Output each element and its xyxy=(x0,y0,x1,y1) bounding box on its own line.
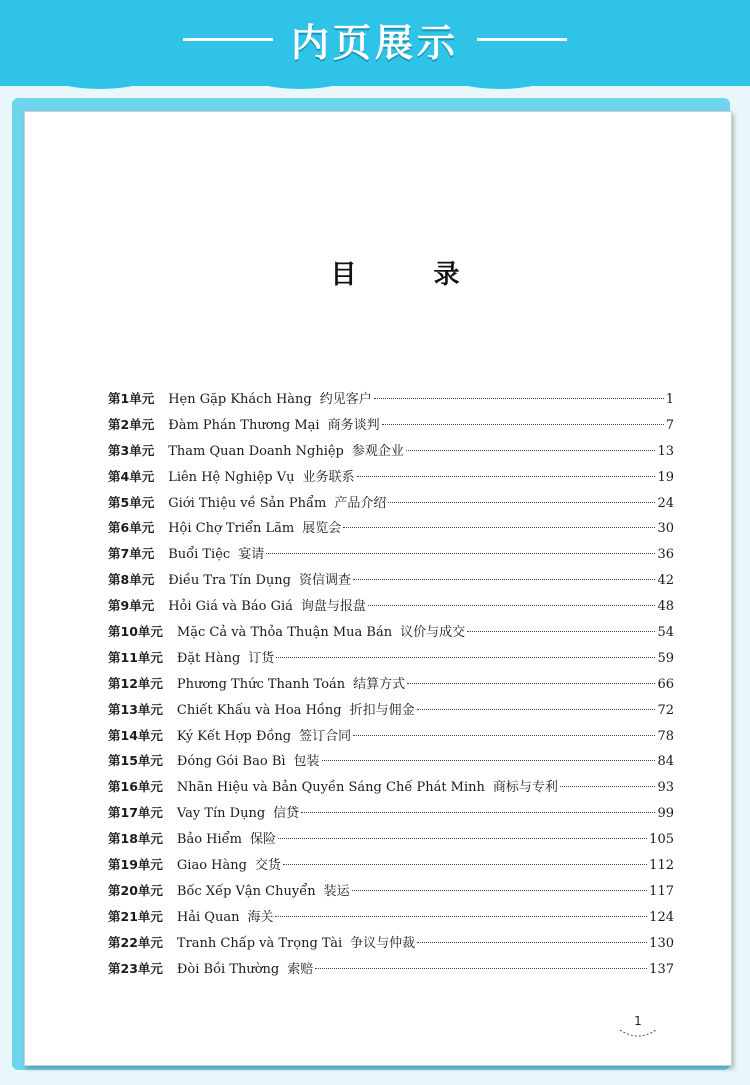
toc-chinese-title: 商标与专利 xyxy=(492,780,558,796)
banner-wave-decoration xyxy=(0,70,750,100)
toc-entry xyxy=(108,776,674,802)
document-page xyxy=(24,111,732,1066)
toc-chinese-title: 折扣与佣金 xyxy=(349,702,415,718)
toc-entry xyxy=(108,517,674,543)
toc-dot-leader xyxy=(275,916,647,917)
banner-right-rule xyxy=(477,38,567,41)
banner-left-rule xyxy=(183,38,273,41)
toc-dot-leader xyxy=(560,786,656,787)
toc-page-number: 7 xyxy=(665,417,674,433)
toc-page-number: 117 xyxy=(649,883,674,899)
toc-unit-label: 第10单元 xyxy=(108,624,163,640)
toc-dot-leader xyxy=(278,838,647,839)
toc-chinese-title: 参观企业 xyxy=(351,443,404,459)
toc-page-number: 78 xyxy=(657,728,674,744)
toc-entry xyxy=(108,699,674,725)
toc-chinese-title: 装运 xyxy=(323,883,350,899)
toc-chinese-title: 资信调查 xyxy=(298,573,351,589)
toc-unit-label: 第20单元 xyxy=(108,882,163,898)
toc-unit-label: 第7单元 xyxy=(108,546,155,562)
toc-unit-label: 第6单元 xyxy=(108,520,155,536)
toc-chinese-title: 保险 xyxy=(250,832,277,848)
toc-chinese-title: 展览会 xyxy=(302,521,342,537)
toc-chinese-title: 信贷 xyxy=(273,806,300,822)
toc-page-number: 105 xyxy=(649,832,674,848)
toc-unit-label: 第14单元 xyxy=(108,727,163,743)
toc-vietnamese-title: Đóng Gói Bao Bì xyxy=(176,754,286,770)
toc-vietnamese-title: Phương Thức Thanh Toán xyxy=(176,676,346,692)
toc-vietnamese-title: Liên Hệ Nghiệp Vụ xyxy=(168,469,295,485)
toc-unit-label: 第18单元 xyxy=(108,831,163,847)
toc-entry xyxy=(108,802,674,828)
toc-chinese-title: 业务联系 xyxy=(302,469,355,485)
toc-page-number: 30 xyxy=(657,521,674,537)
toc-chinese-title: 宴请 xyxy=(238,547,265,563)
toc-unit-label: 第1单元 xyxy=(108,391,155,406)
toc-chinese-title: 签订合同 xyxy=(299,728,352,744)
toc-vietnamese-title: Bảo Hiểm xyxy=(176,832,242,848)
toc-dot-leader xyxy=(374,398,664,399)
toc-dot-leader xyxy=(417,942,647,943)
table-of-contents xyxy=(108,388,674,983)
toc-page-number: 42 xyxy=(657,573,674,589)
toc-entry xyxy=(108,828,674,854)
toc-entry xyxy=(108,466,674,492)
toc-dot-leader xyxy=(467,631,655,632)
toc-page-number: 72 xyxy=(657,702,674,718)
toc-dot-leader xyxy=(406,450,656,451)
toc-page-number: 66 xyxy=(657,676,674,692)
toc-entry xyxy=(108,880,674,906)
toc-page-number: 36 xyxy=(657,547,674,563)
toc-vietnamese-title: Nhãn Hiệu và Bản Quyền Sáng Chế Phát Minh xyxy=(176,780,485,796)
toc-page-number: 54 xyxy=(657,625,674,641)
toc-dot-leader xyxy=(353,735,655,736)
toc-entry xyxy=(108,647,674,673)
toc-vietnamese-title: Tranh Chấp và Trọng Tài xyxy=(176,935,343,951)
toc-unit-label: 第13单元 xyxy=(108,701,163,717)
toc-chinese-title: 议价与成交 xyxy=(400,625,466,641)
toc-dot-leader xyxy=(322,760,656,761)
toc-entry xyxy=(108,932,674,958)
toc-unit-label: 第15单元 xyxy=(108,753,163,769)
toc-unit-label: 第12单元 xyxy=(108,675,163,691)
toc-page-number: 13 xyxy=(657,443,674,459)
toc-dot-leader xyxy=(368,605,656,606)
toc-entry xyxy=(108,750,674,776)
toc-page-number: 48 xyxy=(657,599,674,615)
toc-entry xyxy=(108,492,674,518)
toc-page-number: 93 xyxy=(657,780,674,796)
toc-entry xyxy=(108,906,674,932)
toc-unit-label: 第3单元 xyxy=(108,442,155,458)
toc-unit-label: 第23单元 xyxy=(108,960,163,976)
toc-chinese-title: 订货 xyxy=(248,650,275,666)
toc-unit-label: 第17单元 xyxy=(108,805,163,821)
toc-dot-leader xyxy=(417,709,656,710)
toc-dot-leader xyxy=(315,968,647,969)
toc-vietnamese-title: Chiết Khấu và Hoa Hồng xyxy=(176,702,342,718)
toc-entry xyxy=(108,414,674,440)
toc-dot-leader xyxy=(283,864,647,865)
toc-entry xyxy=(108,854,674,880)
toc-vietnamese-title: Hẹn Gặp Khách Hàng xyxy=(168,392,312,407)
toc-dot-leader xyxy=(343,527,655,528)
toc-vietnamese-title: Mặc Cả và Thỏa Thuận Mua Bán xyxy=(176,625,393,641)
toc-unit-label: 第4单元 xyxy=(108,468,155,484)
toc-entry xyxy=(108,725,674,751)
toc-unit-label: 第5单元 xyxy=(108,494,155,510)
toc-vietnamese-title: Hỏi Giá và Báo Giá xyxy=(168,599,293,615)
toc-vietnamese-title: Giới Thiệu về Sản Phẩm xyxy=(168,495,327,511)
toc-page-number: 19 xyxy=(657,469,674,485)
toc-entry xyxy=(108,388,674,414)
toc-chinese-title: 询盘与报盘 xyxy=(300,599,366,615)
toc-dot-leader xyxy=(357,476,656,477)
toc-entry xyxy=(108,543,674,569)
toc-vietnamese-title: Đặt Hàng xyxy=(176,650,241,666)
toc-unit-label: 第16单元 xyxy=(108,779,163,795)
banner-title-group xyxy=(0,14,750,64)
toc-dot-leader xyxy=(382,424,664,425)
toc-chinese-title: 索赔 xyxy=(287,961,314,977)
toc-dot-leader xyxy=(266,553,655,554)
toc-unit-label: 第21单元 xyxy=(108,908,163,924)
toc-vietnamese-title: Điều Tra Tín Dụng xyxy=(168,573,291,589)
toc-page-number: 59 xyxy=(657,650,674,666)
toc-vietnamese-title: Bốc Xếp Vận Chuyển xyxy=(176,883,316,899)
toc-dot-leader xyxy=(301,812,655,813)
toc-entry xyxy=(108,958,674,984)
toc-chinese-title: 约见客户 xyxy=(319,392,372,407)
toc-chinese-title: 包装 xyxy=(293,754,320,770)
toc-page-number: 112 xyxy=(649,858,674,874)
toc-page-number: 130 xyxy=(649,935,674,951)
toc-unit-label: 第8单元 xyxy=(108,572,155,588)
banner-title: 内页展示 xyxy=(290,20,459,65)
toc-entry xyxy=(108,440,674,466)
toc-chinese-title: 产品介绍 xyxy=(334,495,387,511)
toc-unit-label: 第11单元 xyxy=(108,649,163,665)
toc-page-number: 24 xyxy=(657,495,674,511)
toc-vietnamese-title: Hội Chợ Triển Lãm xyxy=(168,521,295,537)
toc-entry xyxy=(108,595,674,621)
toc-unit-label: 第9单元 xyxy=(108,598,155,614)
toc-unit-label: 第22单元 xyxy=(108,934,163,950)
toc-dot-leader xyxy=(353,579,655,580)
toc-unit-label: 第19单元 xyxy=(108,857,163,873)
page-number: 1 xyxy=(634,1014,642,1028)
toc-dot-leader xyxy=(388,502,655,503)
toc-page-number: 1 xyxy=(665,392,674,407)
toc-dot-leader xyxy=(276,657,655,658)
toc-page-number: 137 xyxy=(649,961,674,977)
toc-vietnamese-title: Đàm Phán Thương Mại xyxy=(168,417,320,433)
toc-dot-leader xyxy=(352,890,648,891)
toc-entry xyxy=(108,673,674,699)
toc-dot-leader xyxy=(407,683,655,684)
toc-chinese-title: 争议与仲裁 xyxy=(350,935,416,951)
toc-entry xyxy=(108,569,674,595)
toc-vietnamese-title: Tham Quan Doanh Nghiệp xyxy=(168,443,344,459)
toc-page-number: 99 xyxy=(657,806,674,822)
toc-chinese-title: 结算方式 xyxy=(353,676,406,692)
toc-chinese-title: 商务谈判 xyxy=(327,417,380,433)
toc-vietnamese-title: Vay Tín Dụng xyxy=(176,806,266,822)
toc-page-number: 124 xyxy=(649,909,674,925)
toc-chinese-title: 海关 xyxy=(247,909,274,925)
toc-vietnamese-title: Hải Quan xyxy=(176,909,240,925)
toc-chinese-title: 交货 xyxy=(254,858,281,874)
banner xyxy=(0,0,750,86)
toc-heading: 目 录 xyxy=(330,260,494,290)
toc-vietnamese-title: Giao Hàng xyxy=(176,858,247,874)
toc-page-number: 84 xyxy=(657,754,674,770)
toc-vietnamese-title: Đòi Bồi Thường xyxy=(176,961,280,977)
toc-entry xyxy=(108,621,674,647)
toc-unit-label: 第2单元 xyxy=(108,416,155,432)
toc-vietnamese-title: Buổi Tiệc xyxy=(168,547,231,563)
toc-vietnamese-title: Ký Kết Hợp Đồng xyxy=(176,728,292,744)
